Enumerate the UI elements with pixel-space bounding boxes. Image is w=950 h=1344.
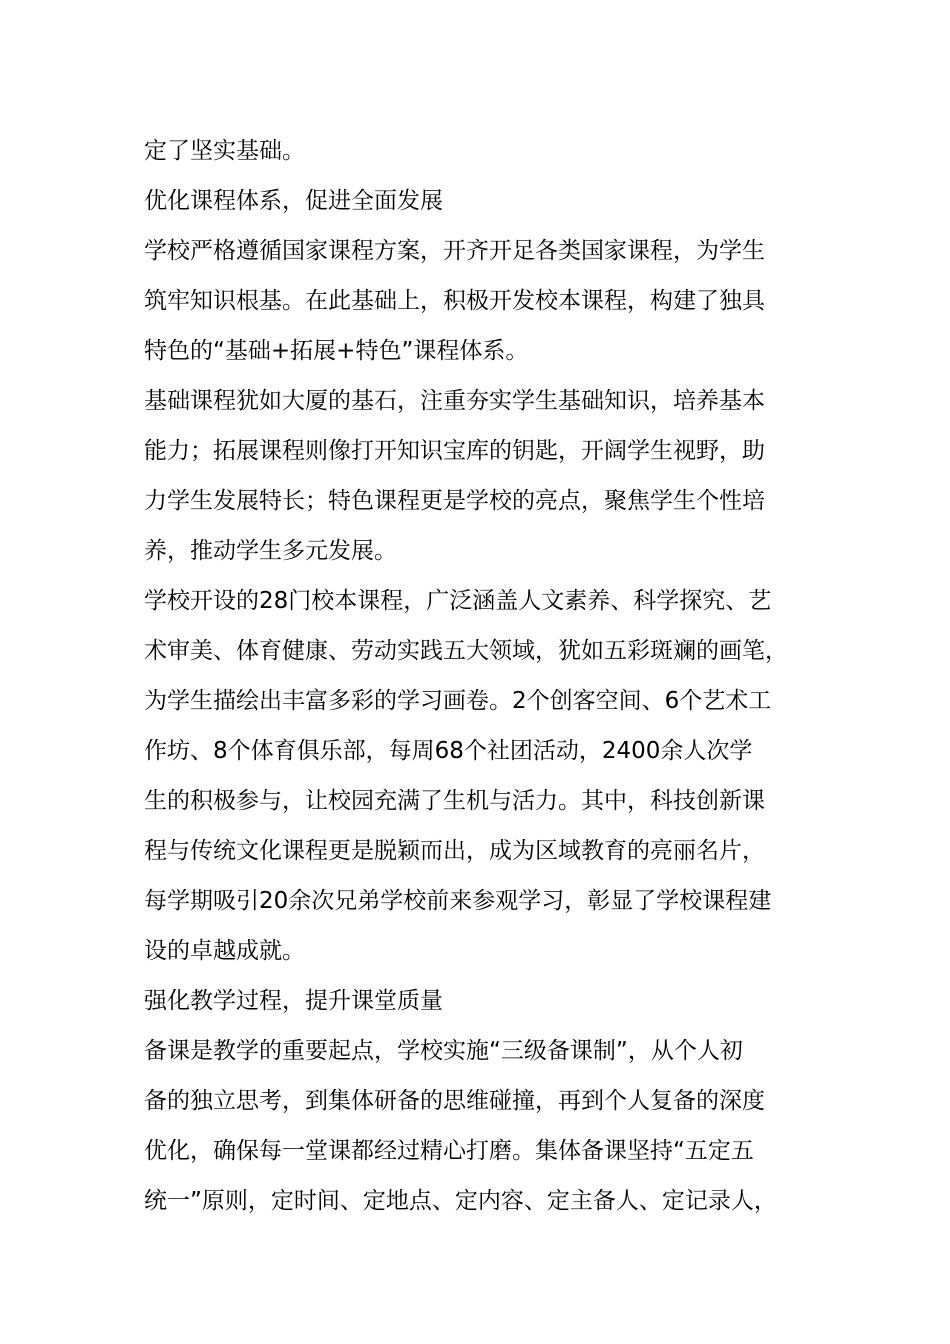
text-line: 为学生描绘出丰富多彩的学习画卷。2个创客空间、6个艺术工 xyxy=(144,688,772,714)
text-line: 生的积极参与，让校园充满了生机与活力。其中，科技创新课 xyxy=(144,788,765,814)
text-line: 术审美、体育健康、劳动实践五大领域，犹如五彩斑斓的画笔， xyxy=(144,638,788,664)
text-line: 力学生发展特长；特色课程更是学校的亮点，聚焦学生个性培 xyxy=(144,488,765,514)
text-line: 养，推动学生多元发展。 xyxy=(144,538,397,564)
text-line: 每学期吸引20余次兄弟学校前来参观学习，彰显了学校课程建 xyxy=(144,888,772,914)
text-line: 备的独立思考，到集体研备的思维碰撞，再到个人复备的深度 xyxy=(144,1088,765,1114)
section-heading: 强化教学过程，提升课堂质量 xyxy=(144,988,443,1014)
text-line: 优化，确保每一堂课都经过精心打磨。集体备课坚持“五定五 xyxy=(144,1138,754,1164)
text-line: 设的卓越成就。 xyxy=(144,938,305,964)
text-line: 特色的“基础+拓展+特色”课程体系。 xyxy=(144,338,529,364)
section-heading: 优化课程体系，促进全面发展 xyxy=(144,188,443,214)
text-line: 统一”原则，定时间、定地点、定内容、定主备人、定记录人， xyxy=(144,1188,777,1214)
text-line: 筑牢知识根基。在此基础上，积极开发校本课程，构建了独具 xyxy=(144,288,765,314)
text-line: 基础课程犹如大厦的基石，注重夯实学生基础知识，培养基本 xyxy=(144,388,765,414)
text-line: 能力；拓展课程则像打开知识宝库的钥匙，开阔学生视野，助 xyxy=(144,438,765,464)
text-line: 定了坚实基础。 xyxy=(144,138,305,164)
text-line: 学校开设的28门校本课程，广泛涵盖人文素养、科学探究、艺 xyxy=(144,588,772,614)
text-line: 学校严格遵循国家课程方案，开齐开足各类国家课程，为学生 xyxy=(144,238,765,264)
text-line: 作坊、8个体育俱乐部，每周68个社团活动，2400余人次学 xyxy=(144,738,753,764)
text-line: 程与传统文化课程更是脱颖而出，成为区域教育的亮丽名片， xyxy=(144,838,765,864)
text-line: 备课是教学的重要起点，学校实施“三级备课制”，从个人初 xyxy=(144,1038,743,1064)
